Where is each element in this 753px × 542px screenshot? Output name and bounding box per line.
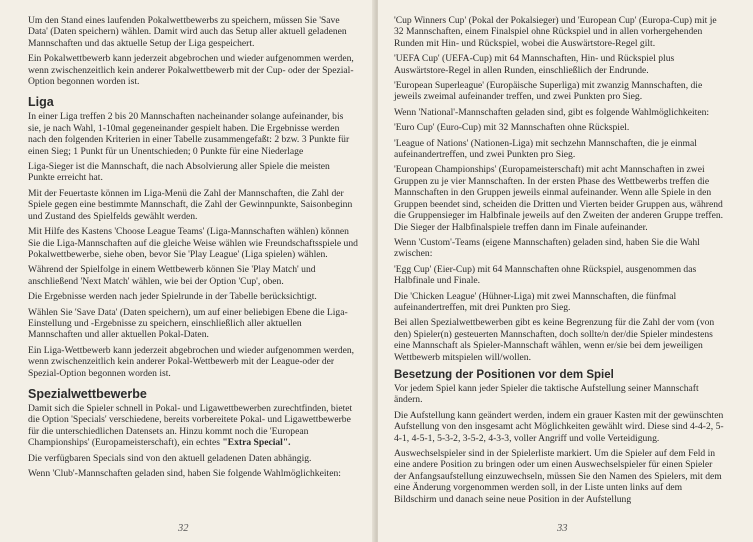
paragraph: 'European Championships' (Europameisterschaft) mit acht Mannschaften in zwei Gruppen zu je vier Mannschaften. In der ersten Phase des Wettbewerbs treffen die Mannschaften in den Gruppen jeweils einmal aufeinander. Wenn alle Spiele in den Gruppen beendet sind, scheiden die Dritten und Vierten beider Gruppen aus, während die Gruppensieger im Halbfinale jeweils auf den Zweiten der anderen Gruppe treffen. Die Sieger der Halbfinalspiele treffen dann im Finale aufeinander. <box>394 164 724 233</box>
left-page <box>0 0 375 542</box>
paragraph: Wenn 'Custom'-Teams (eigene Mannschaften) geladen sind, haben Sie die Wahl zwischen: <box>394 236 700 260</box>
paragraph: Die verfügbaren Specials sind von den aktuell geladenen Daten abhängig. <box>28 452 312 464</box>
heading-besetzung: Besetzung der Positionen vor dem Spiel <box>394 368 614 381</box>
paragraph: 'Egg Cup' (Eier-Cup) mit 64 Mannschaften ohne Rückspiel, ausgenommen das Halbfinale und Finale. <box>394 263 697 287</box>
extra-special-bold: "Extra Special". <box>222 437 291 449</box>
paragraph: In einer Liga treffen 2 bis 20 Mannschaften nacheinander solange aufeinander, bis sie, je nach Wahl, 1-10mal gegeneinander gespielt haben. Die Ergebnisse werden nach den folgenden Kriterien in einer Tabelle zusammengefaßt: 2 bzw. 3 Punkte für einen Sieg; 1 Punkt für un Unentschieden; 0 Punkte für eine Niederlage <box>28 111 350 157</box>
paragraph: Mit Hilfe des Kastens 'Choose League Teams' (Liga-Mannschaften wählen) können Sie die Liga-Mannschaften auf die gleiche Weise wählen wie Freundschaftsspiele und Pokalwettbewerbe, siehe oben, bevor Sie 'Play League' (Liga spielen) wählen. <box>28 226 358 260</box>
paragraph <box>28 403 358 449</box>
paragraph: 'European Superleague' (Europäische Superliga) mit zwanzig Mannschaften, die jeweils zweimal aufeinander treffen, und zwei Punkten pro Sieg. <box>394 80 703 103</box>
paragraph: Während der Spielfolge in einem Wettbewerb können Sie 'Play Match' und anschließend 'Next Match' wählen, wie bei der Option 'Cup', oben. <box>28 264 316 287</box>
paragraph: Auswechselspieler sind in der Spielerliste markiert. Um die Spieler auf dem Feld in eine andere Position zu bringen oder um einen Auswechselspieler für einen Spieler der Anfangsaufstellung einzuwechseln, müssen Sie den Namen des Spielers, mit dem eine Änderung vorgenommen werden soll, in der Liste unten links auf dem Bildschirm und danach seine neue Position in der Aufstellung <box>394 448 722 505</box>
paragraph: Die Aufstellung kann geändert werden, indem ein grauer Kasten mit der gewünschten Aufstellung von den insgesamt acht Möglichkeiten gewählt wird. Diese sind 4-4-2, 5-4-1, 4-5-1, 5-3-2, 3-5-2, 4-3-3, voller Angriff und volle Verteidigung. <box>394 409 724 444</box>
paragraph-text: Damit sich die Spieler schnell in Pokal- und Ligawettbewerben zurechtfinden, bietet die Option 'Specials' verschiedene, bereits vorbereitete Pokal- und Ligawettbewerbe für die unterschiedlichen Datensets an. Hinzu kommt noch die 'European Championships' (Europameisterschaft), ein echtes <box>28 402 353 449</box>
paragraph: Wenn 'National'-Mannschaften geladen sind, gibt es folgende Wahlmöglichkeiten: <box>394 106 710 118</box>
page-number-left: 32 <box>178 523 189 534</box>
paragraph: Um den Stand eines laufenden Pokalwettbewerbs zu speichern, müssen Sie 'Save Data' (Daten speichern) wählen. Damit wird auch das Setup aller aktuell geladenen Mannschaften und das aktuelle Setup der Liga gespeichert. <box>28 15 347 49</box>
heading-liga: Liga <box>28 95 54 110</box>
paragraph: Bei allen Spezialwettbewerben gibt es keine Begrenzung für die Zahl der vom (von den) Spieler(n) gesteuerten Mannschaften, doch sollte/n der/die Spieler mindestens eine Mannschaft als Spieler-Mannschaft wählen, wenn er/sie bei dem jeweiligen Wettbewerb mitspielen will/wollen. <box>394 317 715 363</box>
paragraph: Mit der Feuertaste können im Liga-Menü die Zahl der Mannschaften, die Zahl der Spiele gegen eine bestimmte Mannschaft, die Zahl der Gewinnpunkte, Saisonbeginn und Zustand des Spielfelds gewählt werden. <box>28 187 353 222</box>
right-page <box>378 0 753 542</box>
paragraph: Vor jedem Spiel kann jeder Spieler die taktische Aufstellung seiner Mannschaft ändern. <box>394 382 699 406</box>
paragraph: 'UEFA Cup' (UEFA-Cup) mit 64 Mannschaften, Hin- und Rückspiel plus Auswärtstore-Regel in allen Runden, einschließlich der Endrunde. <box>394 53 675 76</box>
paragraph: Wählen Sie 'Save Data' (Daten speichern), um auf einer beliebigen Ebene die Liga-Einstellung und -Ergebnisse zu speichern, einschließlich aller aktuellen Mannschaften und aller aktuellen Pokal-Daten. <box>28 306 348 341</box>
right-text-column <box>394 15 724 509</box>
heading-spezialwettbewerbe: Spezialwettbewerbe <box>28 386 147 401</box>
paragraph: Wenn 'Club'-Mannschaften geladen sind, haben Sie folgende Wahlmöglichkeiten: <box>28 468 341 479</box>
paragraph: 'Euro Cup' (Euro-Cup) mit 32 Mannschaften ohne Rückspiel. <box>394 122 630 134</box>
paragraph: 'League of Nations' (Nationen-Liga) mit sechzehn Mannschaften, die je einmal aufeinandertreffen, und zwei Punkten pro Sieg. <box>394 137 697 161</box>
paragraph: Liga-Sieger ist die Mannschaft, die nach Absolvierung aller Spiele die meisten Punkte erreicht hat. <box>28 161 330 184</box>
paragraph: Ein Liga-Wettbewerb kann jederzeit abgebrochen und wieder aufgenommen werden, wenn zwischenzeitlich kein anderer Pokal-Wettbewerb mit der League-oder der Spezial-Option begonnen worden ist. <box>28 344 355 379</box>
paragraph: 'Cup Winners Cup' (Pokal der Pokalsieger) und 'European Cup' (Europa-Cup) mit je 32 Mannschaften, einem Finalspiel ohne Rückspiel und in allen vorhergehenden Runden mit Hin- und Rückspiel, wobei die Auswärtstore-Regel gilt. <box>394 15 717 49</box>
left-text-column <box>28 15 358 483</box>
page-number-right: 33 <box>557 523 568 534</box>
paragraph: Ein Pokalwettbewerb kann jederzeit abgebrochen und wieder aufgenommen werden, wenn zwischenzeitlich kein anderer Pokalwettbewerb mit der Cup- oder der Spezial-Option begonnen worden ist. <box>28 53 354 88</box>
paragraph: Die 'Chicken League' (Hühner-Liga) mit zwei Mannschaften, die fünfmal aufeinandertreffen, mit drei Punkten pro Sieg. <box>394 290 677 313</box>
paragraph: Die Ergebnisse werden nach jeder Spielrunde in der Tabelle berücksichtigt. <box>28 291 317 303</box>
